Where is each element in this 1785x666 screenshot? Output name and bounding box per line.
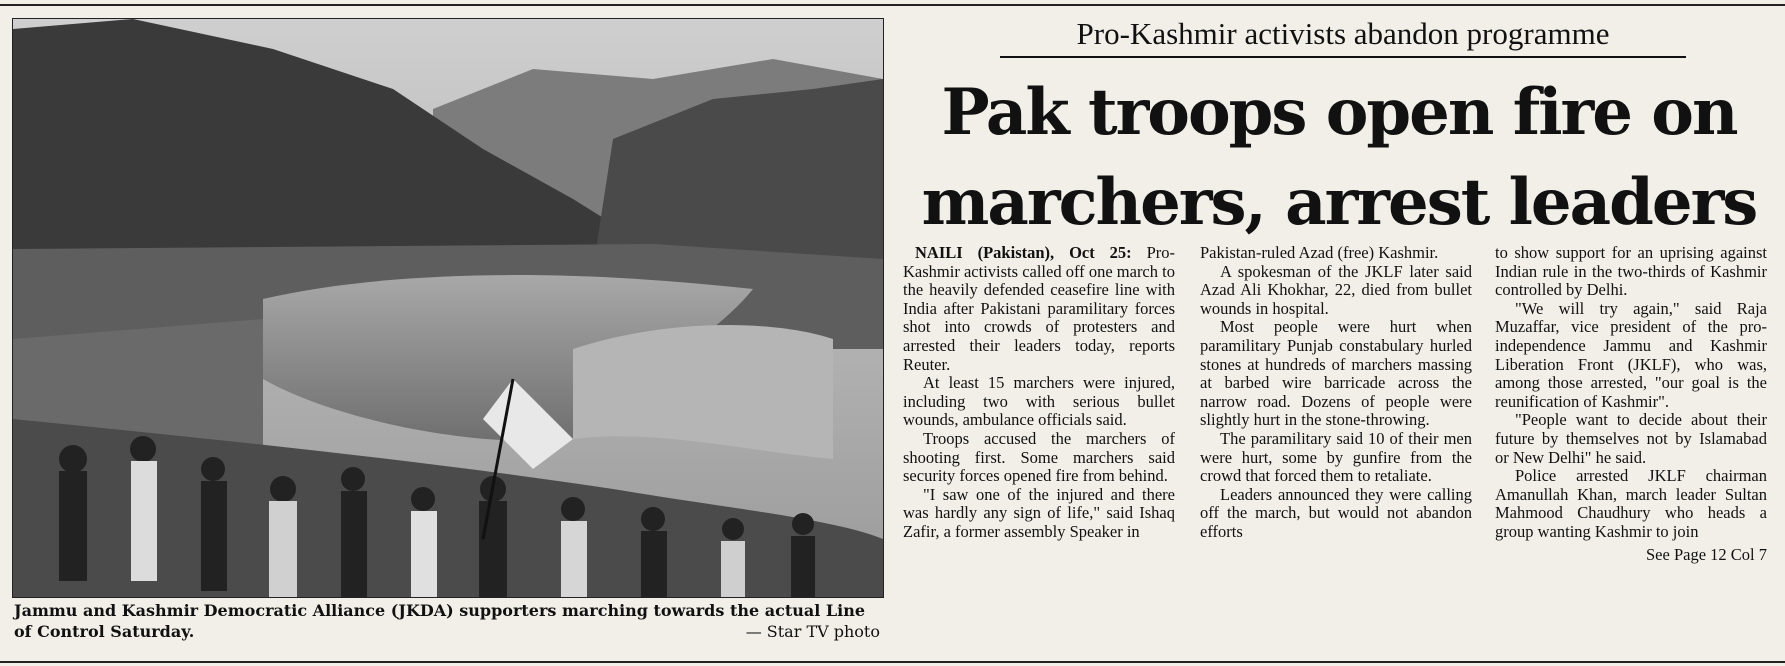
main-headline: [905, 68, 1773, 248]
article-paragraph: At least 15 marchers were injured, including two with serious bullet wounds, ambulance officials said.: [903, 373, 1175, 430]
article-paragraph: to show support for an uprising against Indian rule in the two-thirds of Kashmir controlled by Delhi.: [1495, 243, 1767, 300]
article-column-1: [903, 244, 1175, 542]
dateline: NAILI (Pakistan), Oct 25:: [915, 243, 1132, 262]
kicker-headline: Pro-Kashmir activists abandon programme: [1076, 16, 1610, 51]
kicker-underline: [1000, 56, 1686, 58]
article-paragraph: "I saw one of the injured and there was hardly any sign of life," said Ishaq Zafir, a former assembly Speaker in: [903, 484, 1175, 541]
article-paragraph: "People want to decide about their future by themselves not by Islamabad or New Delhi" he said.: [1495, 410, 1767, 467]
article-paragraph: Leaders announced they were calling off the march, but would not abandon efforts: [1200, 484, 1472, 541]
continued-jump-line: See Page 12 Col 7: [1646, 544, 1767, 564]
article-column-3: [1495, 244, 1767, 564]
headline-line-2: marchers, arrest leaders: [921, 165, 1757, 240]
article-paragraph: A spokesman of the JKLF later said Azad Ali Khokhar, 22, died from bullet wounds in hospital.: [1200, 261, 1472, 318]
caption-text: Jammu and Kashmir Democratic Alliance (JKDA) supporters marching towards the actual Line of Control Saturday.: [14, 601, 865, 641]
photo-credit: — Star TV photo: [745, 622, 880, 641]
news-photo: [12, 18, 884, 598]
article-paragraph: [903, 244, 1175, 374]
article-paragraph: Pakistan-ruled Azad (free) Kashmir.: [1200, 243, 1439, 262]
bottom-rule: [0, 661, 1785, 663]
article-paragraph: Troops accused the marchers of shooting first. Some marchers said security forces opened fire from behind.: [903, 428, 1175, 486]
article-paragraph: "We will try again," said Raja Muzaffar, vice president of the pro-independence Jammu and Kashmir Liberation Front (JKLF), who was, among those arrested, "our goal is the reunification of Kashmir".: [1495, 298, 1767, 411]
headline-line-1: Pak troops open fire on: [941, 75, 1737, 150]
article-column-2: [1200, 244, 1472, 542]
article-paragraph: Police arrested JKLF chairman Amanullah Khan, march leader Sultan Mahmood Chaudhury who heads a group wanting Kashmir to join: [1495, 466, 1767, 541]
article-paragraph: Most people were hurt when paramilitary Punjab constabulary hurled stones at hundreds of marchers massing at barbed wire barricade across the narrow road. Dozens of people were slightly hurt in the stone-throwing.: [1200, 317, 1472, 430]
top-rule: [0, 4, 1785, 6]
photo-caption: [14, 600, 880, 642]
paragraph-text: Pro-Kashmir activists called off one march to the heavily defended ceasefire line with India after Pakistani paramilitary forces shot into crowds of protesters and arrested their leaders today, reports Reuter.: [903, 243, 1176, 374]
article-paragraph: The paramilitary said 10 of their men were hurt, some by gunfire from the crowd that forced them to retaliate.: [1200, 428, 1472, 486]
